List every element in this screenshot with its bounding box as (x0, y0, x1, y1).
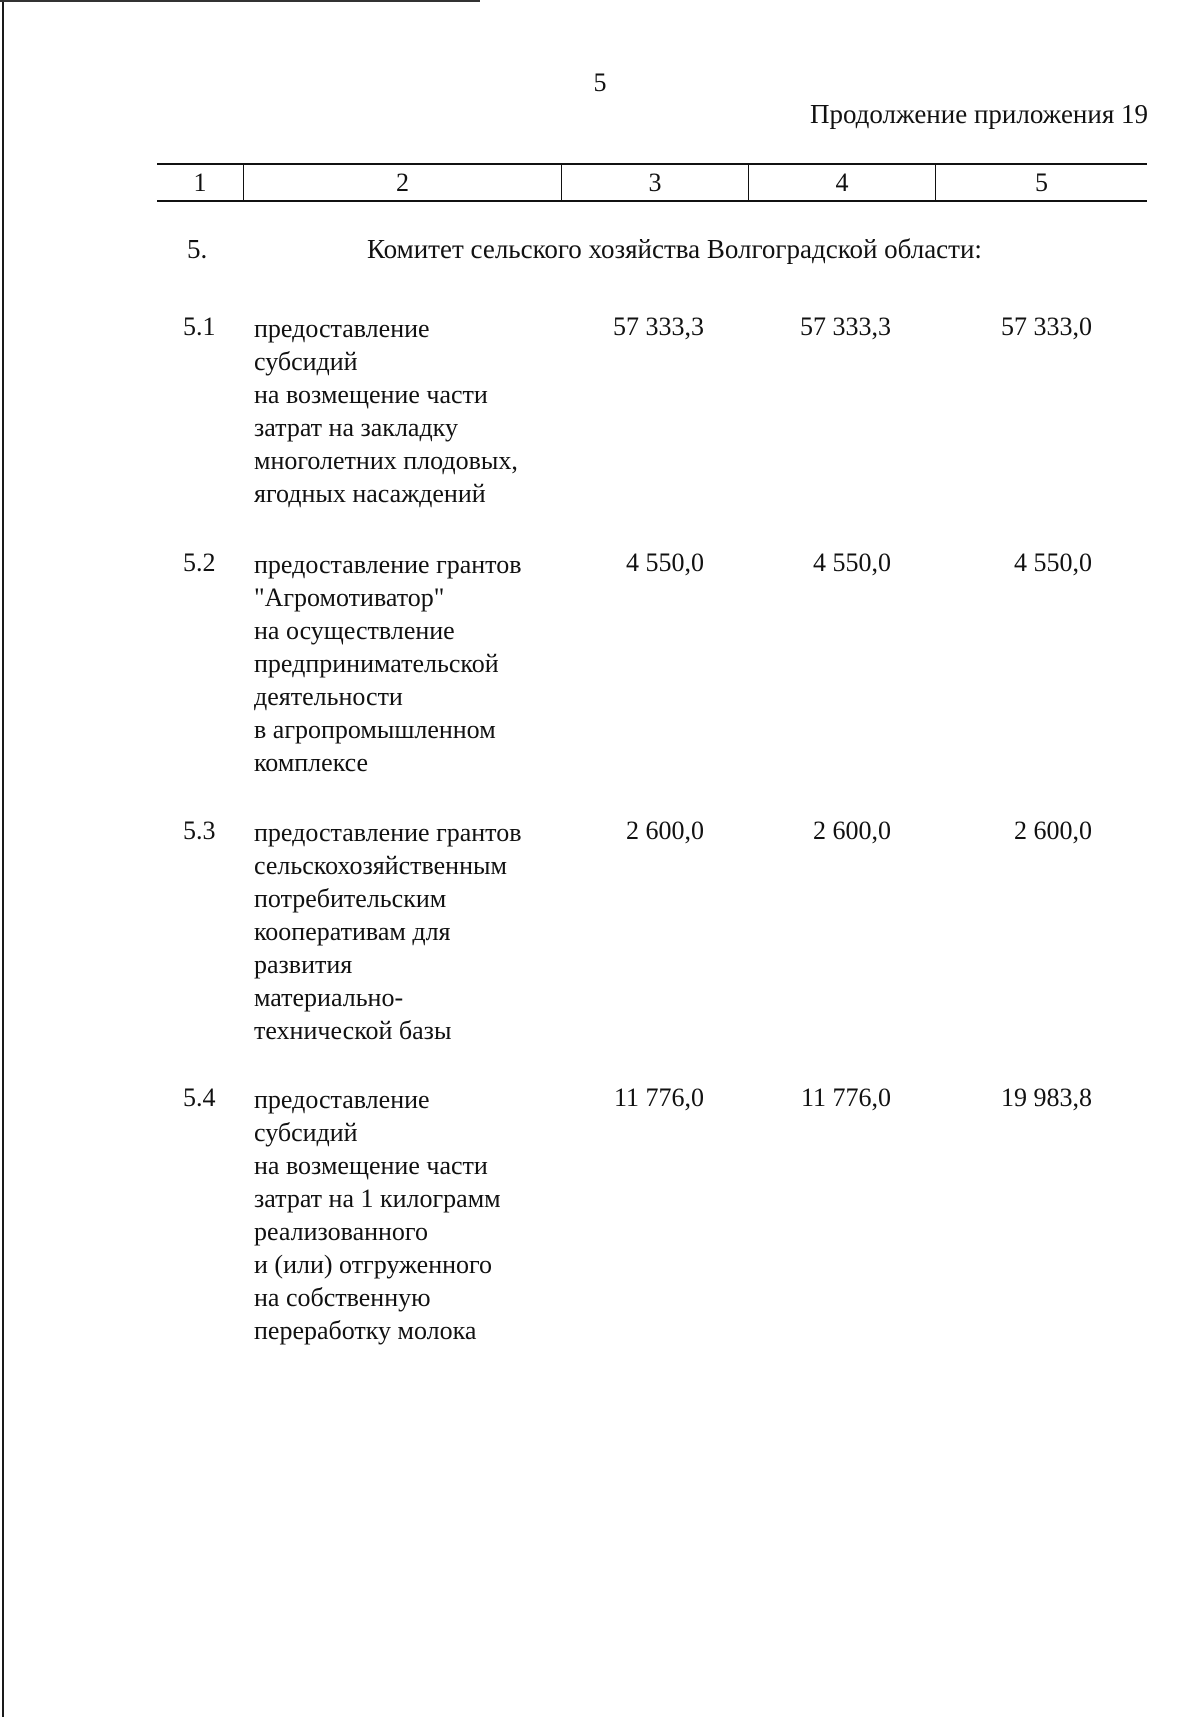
value-column-4: 11 776,0 (800, 1083, 891, 1112)
row-description (254, 1083, 574, 1347)
description-line: предпринимательской (254, 649, 499, 678)
row-number: 5.2 (183, 548, 216, 577)
value-column-5: 57 333,0 (1001, 312, 1092, 341)
row-number: 5.1 (183, 312, 216, 341)
value-column-3: 4 550,0 (626, 548, 704, 577)
description-line: на возмещение части (254, 1151, 488, 1180)
description-line: ягодных насаждений (254, 479, 486, 508)
description-line: на собственную (254, 1283, 431, 1312)
description-line: предоставление грантов (254, 818, 522, 847)
value-column-3: 57 333,3 (613, 312, 704, 341)
description-line: кооперативам для (254, 917, 451, 946)
value-column-5: 19 983,8 (1001, 1083, 1092, 1112)
column-number-4: 4 (748, 165, 935, 200)
description-line: "Агромотиватор" (254, 583, 445, 612)
scan-edge-top (0, 0, 480, 2)
description-line: в агропромышленном (254, 715, 496, 744)
row-description (254, 816, 574, 1047)
row-description (254, 548, 574, 779)
row-number: 5.3 (183, 816, 216, 845)
description-line: реализованного (254, 1217, 428, 1246)
column-number-5: 5 (935, 165, 1147, 200)
description-line: комплексе (254, 748, 369, 777)
description-line: технической базы (254, 1016, 452, 1045)
description-line: предоставление (254, 314, 430, 343)
description-line: потребительским (254, 884, 447, 913)
description-line: переработку молока (254, 1316, 477, 1345)
value-column-3: 11 776,0 (613, 1083, 704, 1112)
description-line: деятельности (254, 682, 403, 711)
description-line: на возмещение части (254, 380, 488, 409)
section-number: 5. (187, 234, 208, 264)
value-column-4: 4 550,0 (813, 548, 891, 577)
description-line: и (или) отгруженного (254, 1250, 493, 1279)
column-number-2: 2 (243, 165, 561, 200)
description-line: материально- (254, 983, 404, 1012)
description-line: предоставление грантов (254, 550, 522, 579)
description-line: на осуществление (254, 616, 455, 645)
annex-label: Продолжение приложения 19 (809, 99, 1148, 129)
description-line: многолетних плодовых, (254, 446, 518, 475)
row-description (254, 312, 574, 510)
description-line: субсидий (254, 1118, 358, 1147)
description-line: затрат на закладку (254, 413, 458, 442)
value-column-4: 57 333,3 (800, 312, 891, 341)
page-number: 5 (593, 68, 607, 97)
value-column-3: 2 600,0 (626, 816, 704, 845)
scan-edge (2, 0, 4, 1717)
description-line: субсидий (254, 347, 358, 376)
table-column-header (157, 163, 1147, 202)
value-column-5: 4 550,0 (1014, 548, 1092, 577)
section-title: Комитет сельского хозяйства Волгоградской области: (367, 234, 982, 264)
description-line: предоставление (254, 1085, 430, 1114)
row-number: 5.4 (183, 1083, 216, 1112)
description-line: сельскохозяйственным (254, 851, 507, 880)
description-line: развития (254, 950, 353, 979)
description-line: затрат на 1 килограмм (254, 1184, 501, 1213)
value-column-5: 2 600,0 (1014, 816, 1092, 845)
column-number-1: 1 (193, 168, 207, 197)
value-column-4: 2 600,0 (813, 816, 891, 845)
column-number-3: 3 (561, 165, 748, 200)
